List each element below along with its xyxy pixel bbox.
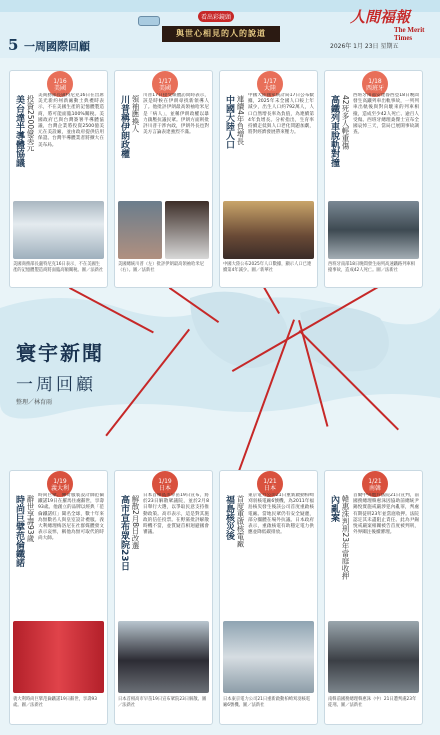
card-subhead: 韓惠洙判刑23年當庭收押 [341,495,350,580]
card-photo-left [118,201,162,259]
card-photo [118,621,209,693]
date-badge: 1/17 大陸 [255,70,285,99]
card-photo [223,621,314,693]
satellite-icon [138,16,160,26]
center-subtitle: 一周回顧 [16,375,96,395]
card-photo [223,201,314,259]
card-headline: 內亂案 [329,495,339,522]
card-photo [13,621,104,693]
news-card-us-iran [114,70,213,288]
date-badge: 1/21 日本 [255,470,285,499]
news-card-japan-nuclear [219,470,318,725]
card-caption: 中國大陸公布2025年人口數據，顯示人口已連續第4年減少。圖／新華社 [223,262,312,273]
card-caption: 義大利時尚巨擘范倫鐵諾19日辭世，享壽93歲。圖／法新社 [13,697,97,708]
date-badge: 1/17 美國 [150,70,180,99]
card-subhead: 連續4年負增長 [236,95,245,145]
news-card-us-semiconductor [9,70,108,288]
masthead [0,0,440,58]
card-body: 美商務部長盧特尼克16日在出席美光新約州新廠動土典禮時表示，不在美國生產的記憶體製造商，將可能面臨100%關稅。美國政府已與台灣簽署半導體協議，台灣企業將投資2500億美元在美設廠，並由政府提供信用保證。台灣半導體業者將擴大在美布局。 [38,93,104,148]
slogan-tag: 看出彩鏡頭 [198,11,234,22]
card-body: 首爾中央地方法院21日宣判，前國務總理韓惠洙因協助前總統尹錫悅實施戒嚴涉犯內亂罪，判處有期徒刑23年並當庭收押。法院認定其未盡阻止責任。此為尹錫悅戒嚴案相關被告首度被判刑，外界關注後續審理。 [353,493,419,536]
newspaper-logo [350,6,434,42]
page-number: 5 [8,36,19,54]
card-headline: 福島核災後 [224,495,234,540]
center-title: 寰宇新聞 [16,341,104,365]
card-photo [13,201,104,259]
card-photo [328,621,419,693]
card-subhead: 領袖應換人 [131,95,140,133]
editor-credit: 整理／林育雨 [16,399,53,406]
card-body: 東京電力公司21日重新啟動柏崎刈羽核電廠6號機，為2011年福島核災發生後該公司首度重啟核電廠。當地民眾仍有安全疑慮，部分團體在場外抗議。日本政府表示，重啟核電有助穩定電力供應並降低碳排放。 [248,493,314,536]
slogan-banner [162,10,280,46]
date-badge: 1/16 美國 [45,70,75,99]
card-body: 中國大陸國家統計局17日公布數據，2025年末全國人口較上年減少，出生人口約792萬人，人口自然增長率為負值，為連續第4年負增長。分析指出，生育率持續走低與人口老化問題加劇，將對經濟發展帶來壓力。 [248,93,314,136]
date-badge: 1/19 義大利 [45,470,75,499]
date-badge: 1/21 南韓 [360,470,390,499]
card-subhead: 首度重啟核電廠 [236,495,245,548]
card-subhead: 辭世享壽93歲 [26,495,35,543]
slogan-text: 與世心相見的人的說道 [162,26,280,42]
card-headline: 高鐵列車脫軌對撞 [329,95,339,167]
date-badge: 1/18 西班牙 [360,70,390,99]
card-caption: 日本東京電力公司21日重新啟動柏崎刈羽核電廠6號機。圖／法新社 [223,697,311,708]
card-subhead: 42死多人輕重傷 [341,95,350,150]
card-headline: 川普稱伊朗政權 [119,95,129,158]
card-caption: 南韓前國務總理韓惠洙（中）21日遭判處23年徒刑。圖／法新社 [328,697,417,708]
news-card-korea-verdict [324,470,423,725]
card-caption: 西班牙南部18日晚間發生兩列高速鐵路列車相撞事故，造成42人死亡。圖／法新社 [328,262,416,273]
date-badge: 1/19 日本 [150,470,180,499]
logo-chinese: 人間福報 [350,8,411,26]
card-body: 川普17日接受媒體訪問時表示，該是時候在伊朗尋找新領導人了。他批評伊朗最高領袖哈米尼是「病人」，並稱伊朗政權以暴力鎮壓抗議民眾。伊朗方面則批評川普干涉內政，伊朗外長也對美方言論表達強烈不滿。 [143,93,209,136]
issue-date: 2026年 1月 23日 星期五 [330,43,399,50]
card-headline: 中國大陸人口 [224,95,234,149]
news-card-spain-train [324,70,423,288]
card-headline: 美台達半導體協議 [14,95,24,167]
card-subhead: 解散2月8日改選 [131,495,140,550]
card-headline: 高市宣布眾院23日 [119,495,129,571]
center-title-block [16,337,104,395]
card-caption: 日本首相高市早苗19日宣布眾院23日解散。圖／法新社 [118,697,207,708]
logo-english: The Merit Times [394,26,425,42]
card-body: 西班牙南部安達魯西亞18日晚間發生高鐵列車出軌事故，一列列車出軌後與對向駛來的列車相撞，造成至少42人死亡、逾百人受傷。西班牙總理桑傑士宣布全國哀悼三天，當局已展開事故調查。 [353,93,419,136]
news-card-japan-election [114,470,213,725]
card-body: 時尚巨擘、傳奇服裝設計師范倫鐵諾19日在羅馬住處辭世，享壽93歲。他創立的品牌以經典「范倫鐵諾紅」聞名全球，數十年來為無數名人與皇室設計禮服。義大利總理梅洛尼在社群媒體發文表示哀悼，稱他為無可取代的時尚大師。 [38,493,104,542]
card-caption: 美國商務部長盧特尼克16日表示，不在美國生產的記憶體製造商將面臨高額關稅。圖／法新社 [13,262,104,273]
card-subhead: 投資2500億美元 [26,95,35,152]
card-caption: 美國總統川普（左）批評伊朗最高領袖哈米尼（右）。圖／法新社 [118,262,204,273]
news-card-valentino [9,470,108,725]
news-card-china-population [219,70,318,288]
card-photo [328,201,419,259]
card-headline: 時尚巨擘范倫鐵諾 [14,495,24,567]
card-photo-right [165,201,209,259]
card-body: 日本首相高市早苗19日宣布，將於23日解散眾議院，並於2月8日舉行大選，以爭取民意支持推動政策。高市表示，這是對其施政的信任投票。在野黨批評解散時機不當，並質疑首相迴避國會審議。 [143,493,209,536]
section-title: 一周國際回顧 [24,40,90,53]
